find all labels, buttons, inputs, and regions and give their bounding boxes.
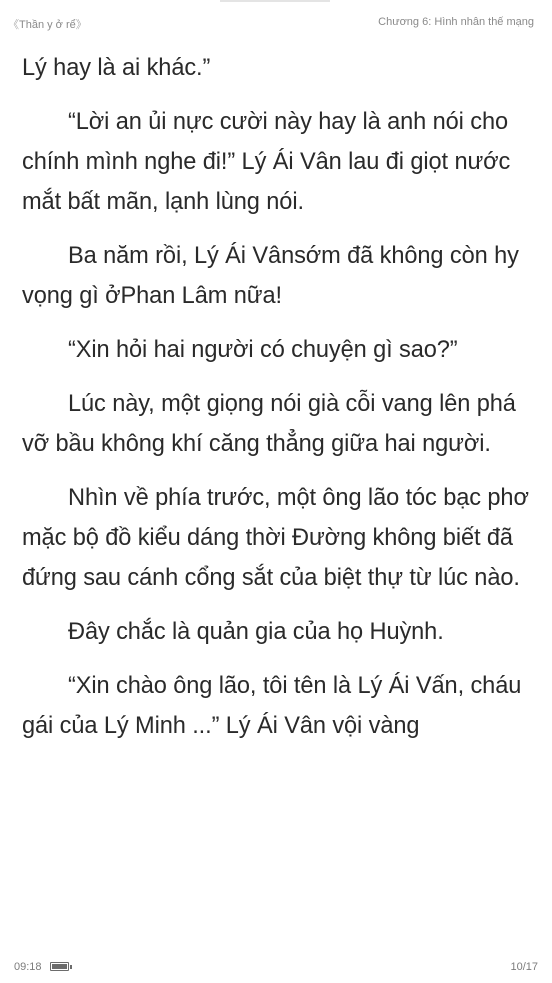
page-indicator: 10/17 bbox=[510, 961, 538, 973]
paragraph: Ba năm rồi, Lý Ái Vânsớm đã không còn hy vọng gì ởPhan Lâm nữa! bbox=[22, 243, 519, 309]
paragraph: “Lời an ủi nực cười này hay là anh nói cho chính mình nghe đi!” Lý Ái Vân lau đi giọt nước mắt bất mãn, lạnh lùng nói. bbox=[22, 109, 511, 215]
paragraph: Nhìn về phía trước, một ông lão tóc bạc phơ mặc bộ đồ kiểu dáng thời Đường không biết đã đứng sau cánh cổng sắt của biệt thự từ lúc nào. bbox=[22, 485, 529, 591]
paragraph: Đây chắc là quản gia của họ Huỳnh. bbox=[68, 619, 444, 645]
book-title: 《Thần y ở rể》 bbox=[8, 19, 87, 31]
paragraph: “Xin hỏi hai người có chuyện gì sao?” bbox=[68, 337, 458, 363]
header-divider bbox=[220, 0, 330, 2]
paragraph: Lý hay là ai khác.” bbox=[22, 55, 211, 81]
status-time: 09:18 bbox=[14, 961, 42, 973]
reading-content[interactable] bbox=[22, 48, 534, 760]
reader-header bbox=[0, 0, 552, 40]
battery-level-fill bbox=[52, 964, 67, 969]
battery-icon bbox=[50, 962, 69, 971]
paragraph: Lúc này, một giọng nói già cỗi vang lên phá vỡ bầu không khí căng thẳng giữa hai người. bbox=[22, 391, 516, 457]
reader-footer bbox=[0, 953, 552, 983]
chapter-title: Chương 6: Hình nhân thế mạng bbox=[378, 16, 534, 28]
paragraph: “Xin chào ông lão, tôi tên là Lý Ái Vấn, cháu gái của Lý Minh ...” Lý Ái Vân vội vàng bbox=[22, 673, 522, 739]
battery-tip bbox=[70, 965, 72, 969]
